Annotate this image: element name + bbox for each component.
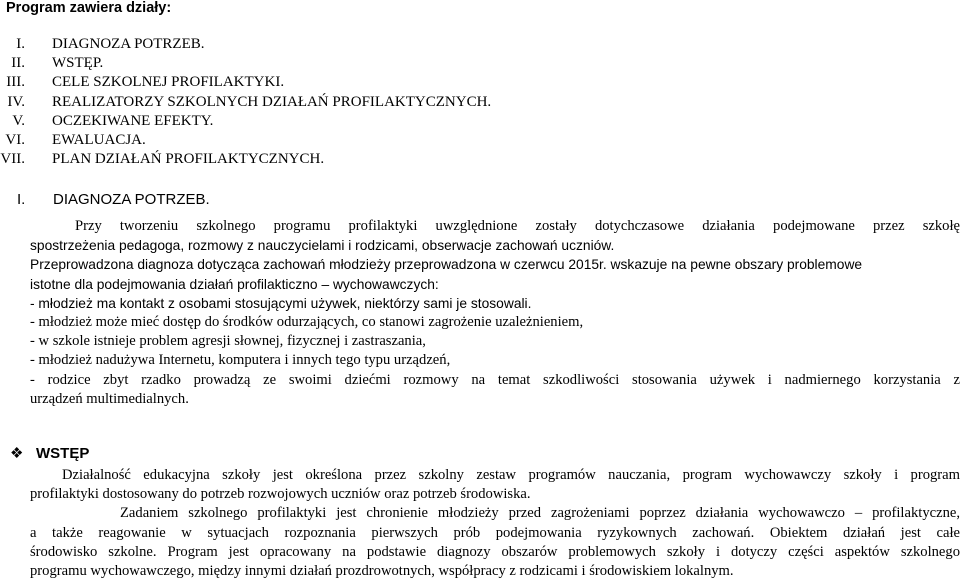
toc-item-label: WSTĘP. (52, 55, 104, 72)
toc-item-number: IV. (7, 93, 25, 110)
paragraph-line: programu wychowawczego, między innymi działań prozdrowotnych, współpracy z rodzicami i środowiskiem lokalnym. (30, 563, 734, 580)
paragraph-line: spostrzeżenia pedagoga, rozmowy z nauczycielami i rodzicami, obserwacje zachowań uczniów. (30, 238, 615, 254)
toc-item (0, 131, 700, 150)
toc-item-label: PLAN DZIAŁAŃ PROFILAKTYCZNYCH. (52, 151, 325, 168)
toc-item-number: V. (12, 112, 25, 129)
toc-item-label: REALIZATORZY SZKOLNYCH DZIAŁAŃ PROFILAKTYCZNYCH. (52, 93, 492, 110)
paragraph-line: Przy tworzeniu szkolnego programu profilaktyki uwzględnione zostały dotychczasowe działania podejmowane przez szkołę (75, 218, 960, 234)
paragraph-line: Działalność edukacyjna szkoły jest określona przez szkolny zestaw programów nauczania, program wychowawczy szkoły i program (62, 467, 960, 483)
paragraph-line: a także reagowanie w sytuacjach rozpoznania pierwszych prób podejmowania ryzykownych zachowań. Obiektem działań jest całe (30, 524, 960, 541)
paragraph-line: Zadaniem szkolnego profilaktyki jest chronienie młodzieży przed zagrożeniami poprzez działania wychowawczo – profilaktyczne, (120, 505, 960, 522)
toc-item-number: VI. (5, 131, 25, 148)
toc-item-label: DIAGNOZA POTRZEB. (52, 36, 205, 52)
section-title: DIAGNOZA POTRZEB. (53, 191, 210, 208)
document-title: Program zawiera działy: (6, 0, 172, 16)
paragraph-line: urządzeń multimedialnych. (30, 390, 189, 407)
toc-item (0, 73, 700, 92)
section-number: I. (17, 191, 26, 208)
toc-item-label: CELE SZKOLNEJ PROFILAKTYKI. (52, 74, 285, 91)
list-item: - w szkole istnieje problem agresji słownej, fizycznej i zastraszania, (30, 333, 426, 350)
section-body-diagnoza (30, 217, 960, 409)
section-heading-wstep (10, 444, 89, 463)
section-heading-diagnoza (17, 190, 210, 209)
section-title: WSTĘP (36, 445, 90, 462)
paragraph-line: istotne dla podejmowania działań profilakticzno – wychowawczych: (30, 276, 439, 292)
toc-item-label: EWALUACJA. (52, 131, 146, 148)
toc-item (0, 54, 700, 73)
paragraph-line: środowisko szkolne. Program jest opracowany na podstawie diagnozy obszarów problemowych szkoły i dotyczy części aspektów szkolnego (30, 543, 960, 560)
list-item: - młodzież może mieć dostęp do środków odurzających, co stanowi zagrożenie uzależnieniem, (30, 314, 584, 331)
paragraph-line: - młodzież ma kontakt z osobami stosującymi używek, niektórzy sami je stosowali. (30, 295, 532, 311)
toc-item-number: VII. (0, 151, 25, 168)
list-item: - młodzież nadużywa Internetu, komputera i innych tego typu urządzeń, (30, 352, 451, 369)
paragraph-line: profilaktyki dostosowany do potrzeb rozwojowych uczniów oraz potrzeb środowiska. (30, 486, 531, 503)
toc-item (0, 93, 700, 112)
toc-item-number: III. (6, 74, 25, 91)
toc-item (0, 150, 700, 169)
toc-item (0, 112, 700, 131)
paragraph-line: Przeprowadzona diagnoza dotycząca zachowań młodzieży przeprowadzona w czerwcu 2015r. wskazuje na pewne obszary problemowe (30, 257, 863, 273)
toc-item-label: OCZEKIWANE EFEKTY. (52, 112, 214, 129)
toc-item-number: I. (16, 36, 25, 52)
list-item: - rodzice zbyt rzadko prowadzą ze swoimi dziećmi rozmowy na temat szkodliwości stosowania używek i nadmiernego korzystania z (30, 371, 960, 388)
diamond-bullet-icon: ❖ (10, 445, 24, 462)
toc-item-number: II. (11, 55, 25, 72)
section-body-wstep (30, 466, 960, 581)
toc-item (0, 35, 700, 54)
table-of-contents (0, 35, 700, 169)
